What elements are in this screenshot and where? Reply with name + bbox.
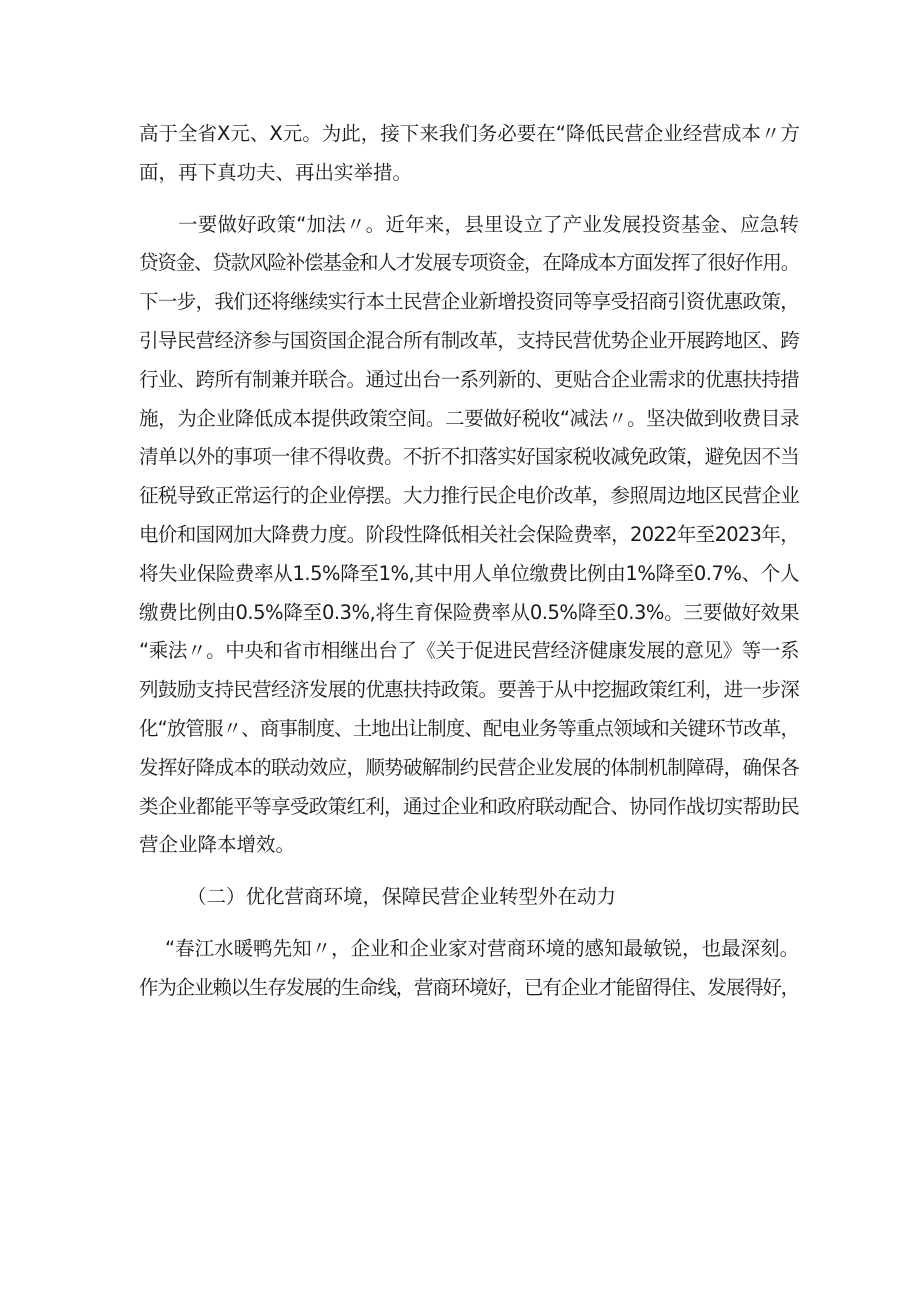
paragraph-spacer [139,917,799,930]
body-line: 下一步，我们还将继续实行本土民营企业新增投资同等享受招商引资优惠政策， [139,290,799,314]
document-body [139,115,799,1008]
paragraph-spacer [139,865,799,878]
paragraph-spacer [139,193,799,206]
body-line: 行业、跨所有制兼并联合。通过出台一系列新的、更贴合企业需求的优惠扶持措 [139,367,799,391]
body-line: 营企业降本增效。 [139,833,296,857]
body-line: 发挥好降成本的联动效应，顺势破解制约民营企业发展的体制机制障碍，确保各 [139,755,799,779]
body-line: 清单以外的事项一律不得收费。不折不扣落实好国家税收减免政策，避免因不当 [139,445,799,469]
body-line: 引导民营经济参与国资国企混合所有制改革，支持民营优势企业开展跨地区、跨 [139,328,799,352]
body-line: 类企业都能平等享受政策红利，通过企业和政府联动配合、协同作战切实帮助民 [139,794,799,818]
body-line: 列鼓励支持民营经济发展的优惠扶持政策。要善于从中挖掘政策红利，进一步深 [139,678,799,702]
body-line: 缴费比例由0.5%降至0.3%,将生育保险费率从0.5%降至0.3%。三要做好效果 [139,600,799,624]
body-line: 征税导致正常运行的企业停摆。大力推行民企电价改革，参照周边地区民营企业 [139,484,799,508]
body-line: “乘法〃。中央和省市相继出台了《关于促进民营经济健康发展的意见》等一系 [139,639,799,663]
body-line: 电价和国网加大降费力度。阶段性降低相关社会保险费率，2022年至2023年， [139,522,799,546]
body-line: 一要做好政策“加法〃。近年来，县里设立了产业发展投资基金、应急转 [178,212,799,236]
section-heading: （二）优化营商环境，保障民营企业转型外在动力 [187,885,617,909]
body-line: 施，为企业降低成本提供政策空间。二要做好税收“减法〃。坚决做到收费目录 [139,406,799,430]
body-line: 化“放管服〃、商事制度、土地出让制度、配电业务等重点领域和关键环节改革， [139,716,799,740]
body-line: 面，再下真功夫、再出实举措。 [139,160,413,184]
body-line: “春江水暖鸭先知〃，企业和企业家对营商环境的感知最敏锐，也最深刻。 [165,936,800,960]
body-line: 将失业保险费率从1.5%降至1%,其中用人单位缴费比例由1%降至0.7%、个人 [139,561,799,585]
body-line: 贷资金、贷款风险补偿基金和人才发展专项资金，在降成本方面发挥了很好作用。 [139,251,799,275]
body-line: 作为企业赖以生存发展的生命线，营商环境好，已有企业才能留得住、发展得好， [139,975,799,999]
body-line: 高于全省X元、X元。为此，接下来我们务必要在“降低民营企业经营成本〃方 [139,122,800,145]
